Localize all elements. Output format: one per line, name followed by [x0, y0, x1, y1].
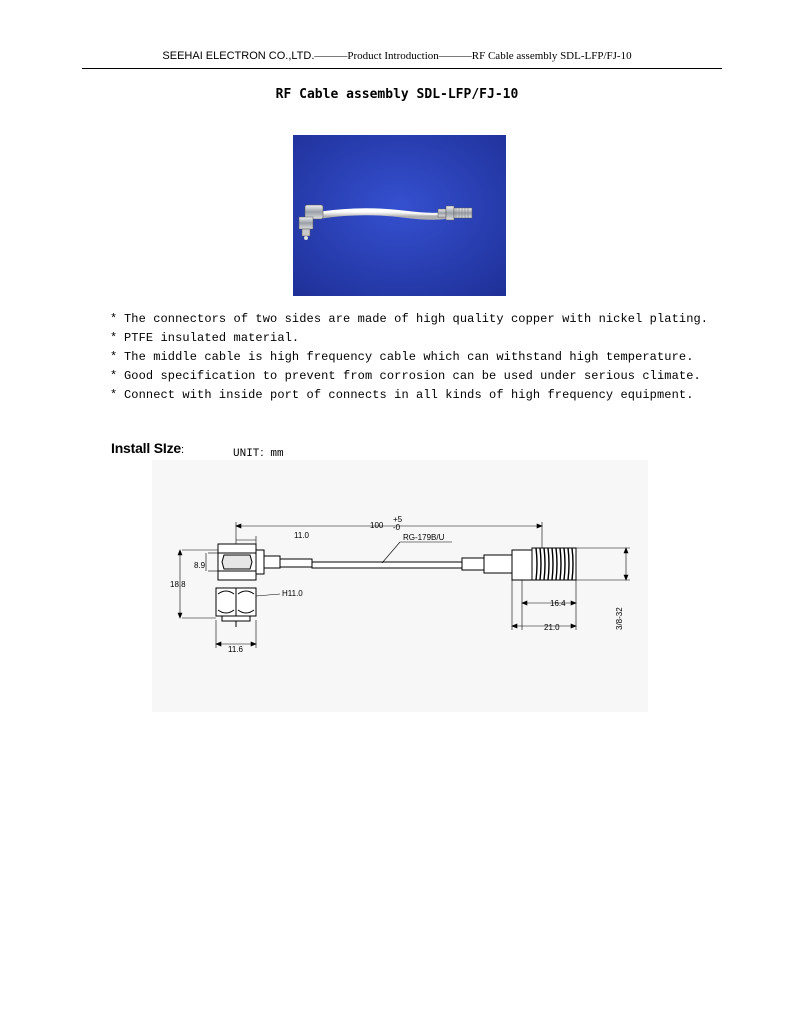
page-title: RF Cable assembly SDL-LFP/FJ-10	[275, 87, 519, 102]
dim-hex-11-0: H11.0	[282, 589, 303, 598]
list-item	[110, 311, 708, 330]
header-company: SEEHAI ELECTRON CO.,LTD.	[162, 50, 315, 62]
dim-11-0: 11.0	[294, 531, 309, 540]
dim-tol-minus: -0	[393, 523, 401, 532]
list-item	[110, 349, 708, 368]
feature-text: The connectors of two sides are made of high quality copper with nickel plating.	[124, 312, 709, 326]
unit-label: UNIT：mm	[233, 448, 284, 460]
bullet: *	[110, 388, 118, 402]
dim-11-6: 11.6	[228, 645, 243, 654]
bullet: *	[110, 312, 118, 326]
install-label: Install SIze	[111, 440, 181, 456]
drawing-background	[152, 460, 648, 712]
install-drawing	[152, 460, 648, 712]
feature-text: Good specification to prevent from corrosion can be used under serious climate.	[124, 369, 701, 383]
page-header	[0, 50, 794, 62]
list-item	[110, 330, 708, 349]
dim-16-4: 16.4	[550, 599, 566, 608]
feature-text: PTFE insulated material.	[124, 331, 300, 345]
dim-length: 100	[370, 521, 384, 530]
dim-cable-type: RG-179B/U	[403, 533, 445, 542]
bullet: *	[110, 369, 118, 383]
header-separator: ———	[314, 50, 348, 62]
header-product: RF Cable assembly SDL-LFP/FJ-10	[471, 50, 632, 62]
dim-tol-plus: +5	[393, 515, 403, 524]
cable-body	[312, 562, 462, 568]
list-item	[110, 368, 708, 387]
list-item	[110, 387, 708, 406]
bullet: *	[110, 350, 118, 364]
product-photo	[293, 135, 506, 296]
header-rule	[82, 68, 722, 69]
dim-thread: 3/8-32	[615, 607, 624, 630]
dim-21-0: 21.0	[544, 623, 560, 632]
install-size-heading	[111, 440, 184, 456]
feature-text: The middle cable is high frequency cable which can withstand high temperature.	[124, 350, 694, 364]
install-colon: :	[180, 444, 184, 456]
header-separator: ———	[438, 50, 472, 62]
dim-8-9: 8.9	[194, 561, 206, 570]
bullet: *	[110, 331, 118, 345]
header-section: Product Introduction	[347, 50, 439, 62]
dim-18-8: 18.8	[170, 580, 186, 589]
feature-list	[110, 311, 708, 406]
feature-text: Connect with inside port of connects in all kinds of high frequency equipment.	[124, 388, 694, 402]
